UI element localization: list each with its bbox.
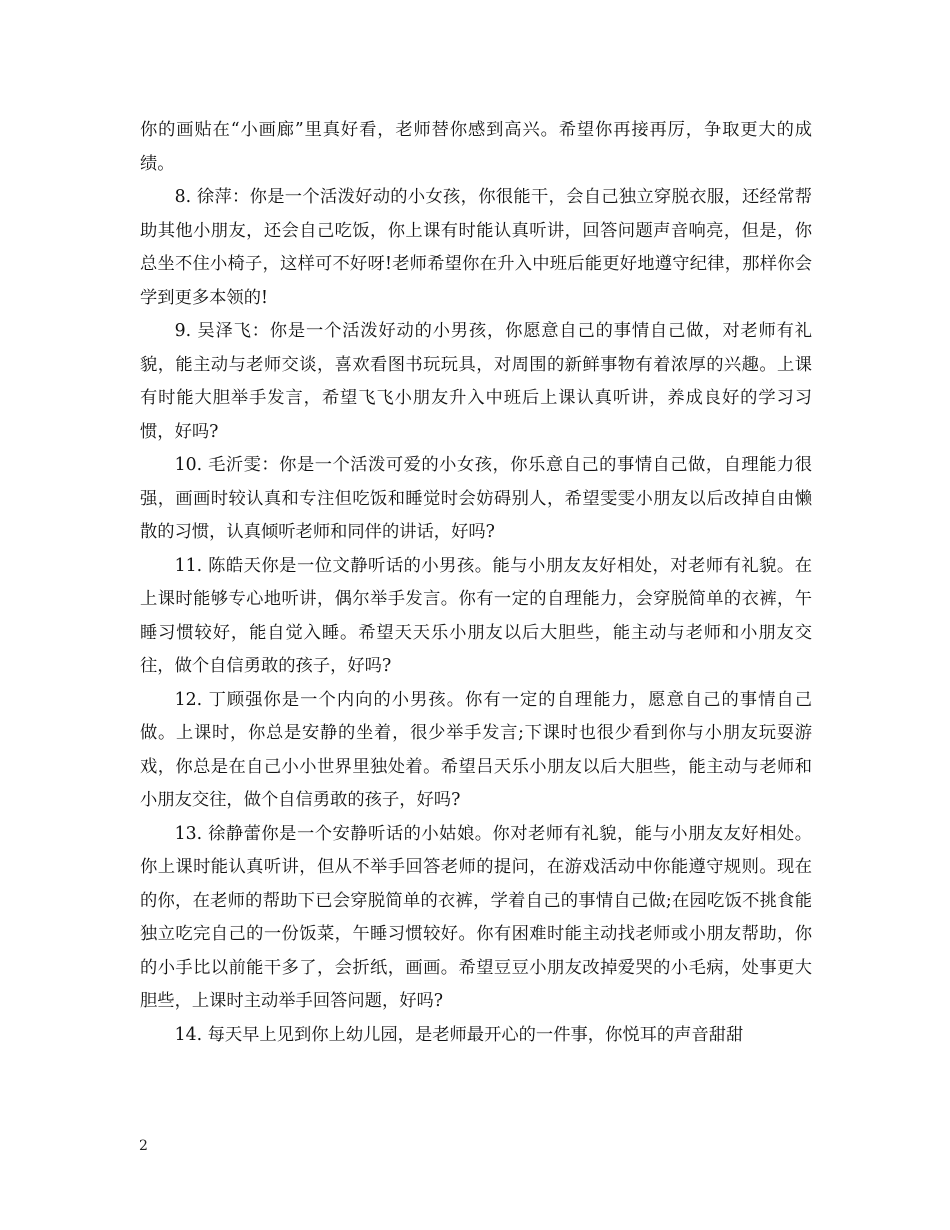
- paragraph-item-12: 12. 丁顾强你是一个内向的小男孩。你有一定的自理能力，愿意自己的事情自己做。上课时，你总是安静的坐着，很少举手发言;下课时也很少看到你与小朋友玩耍游戏，你总是在自己小小世界里独处着。希望吕天乐小朋友以后大胆些，能主动与老师和小朋友交往，做个自信勇敢的孩子，好吗?: [140, 689, 812, 810]
- paragraph-continuation: 你的画贴在“小画廊”里真好看，老师替你感到高兴。希望你再接再厉，争取更大的成绩。: [140, 120, 812, 174]
- paragraph-item-8: 8. 徐萍：你是一个活泼好动的小女孩，你很能干，会自己独立穿脱衣服，还经常帮助其他小朋友，还会自己吃饭，你上课有时能认真听讲，回答问题声音响亮，但是，你总坐不住小椅子，这样可不好呀!老师希望你在升入中班后能更好地遵守纪律，那样你会学到更多本领的!: [140, 187, 812, 308]
- paragraph-item-11: 11. 陈皓天你是一位文静听话的小男孩。能与小朋友友好相处，对老师有礼貌。在上课时能够专心地听讲，偶尔举手发言。你有一定的自理能力，会穿脱简单的衣裤，午睡习惯较好，能自觉入睡。希望天天乐小朋友以后大胆些，能主动与老师和小朋友交往，做个自信勇敢的孩子，好吗?: [140, 555, 812, 676]
- paragraph-item-13: 13. 徐静蕾你是一个安静听话的小姑娘。你对老师有礼貌，能与小朋友友好相处。你上课时能认真听讲，但从不举手回答老师的提问，在游戏活动中你能遵守规则。现在的你，在老师的帮助下已会穿脱简单的衣裤，学着自己的事情自己做;在园吃饭不挑食能独立吃完自己的一份饭菜，午睡习惯较好。你有困难时能主动找老师或小朋友帮助，你的小手比以前能干多了，会折纸，画画。希望豆豆小朋友改掉爱哭的小毛病，处事更大胆些，上课时主动举手回答问题，好吗?: [140, 823, 812, 1011]
- paragraph-item-9: 9. 吴泽飞：你是一个活泼好动的小男孩，你愿意自己的事情自己做，对老师有礼貌，能主动与老师交谈，喜欢看图书玩玩具，对周围的新鲜事物有着浓厚的兴趣。上课有时能大胆举手发言，希望飞飞小朋友升入中班后上课认真听讲，养成良好的学习习惯，好吗?: [140, 321, 812, 442]
- paragraph-item-14: 14. 每天早上见到你上幼儿园，是老师最开心的一件事，你悦耳的声音甜甜: [174, 1024, 744, 1045]
- document-body: [140, 114, 812, 1052]
- paragraph-item-10: 10. 毛沂雯：你是一个活泼可爱的小女孩，你乐意自己的事情自己做，自理能力很强，画画时较认真和专注但吃饭和睡觉时会妨碍别人，希望雯雯小朋友以后改掉自由懒散的习惯，认真倾听老师和同伴的讲话，好吗?: [140, 455, 812, 542]
- page-number: 2: [139, 1138, 148, 1154]
